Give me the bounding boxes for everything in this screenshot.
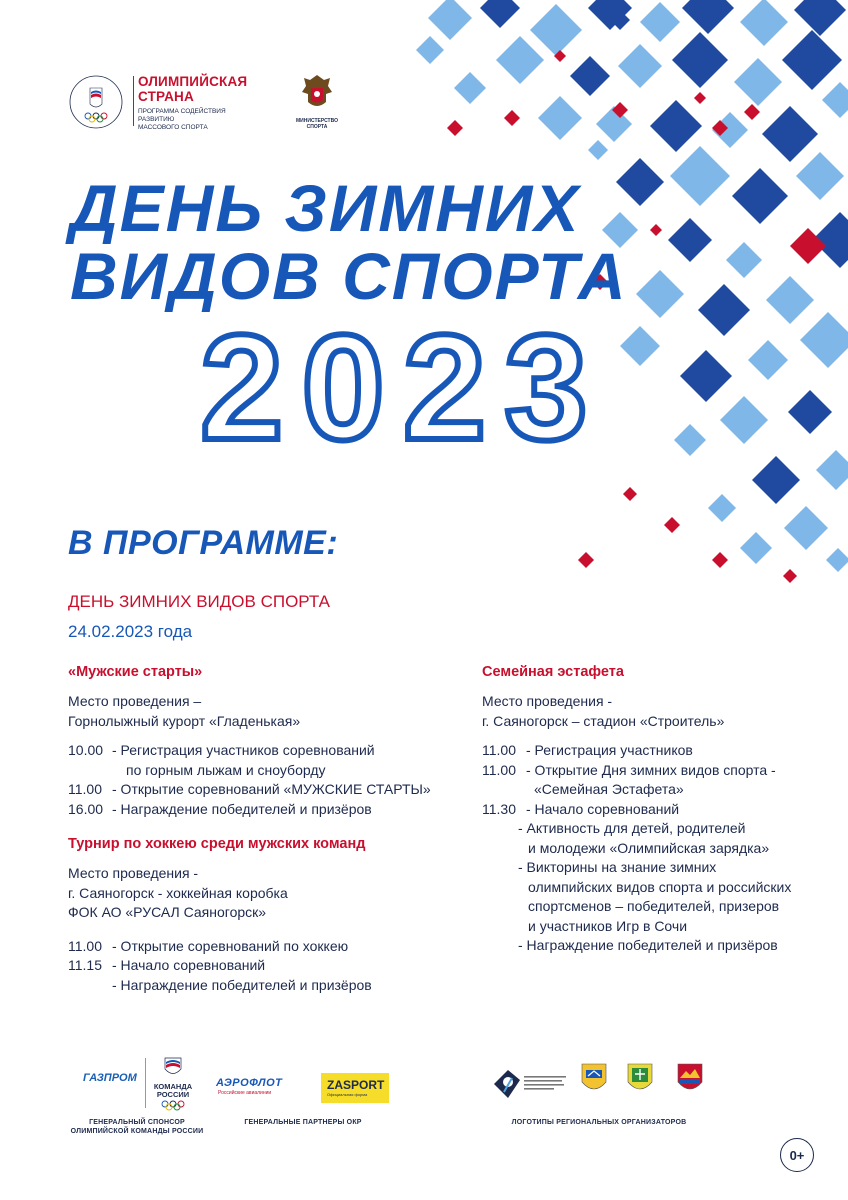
diamond-shape bbox=[664, 517, 680, 533]
diamond-shape bbox=[740, 532, 772, 564]
regional-organizer-logo bbox=[490, 1064, 570, 1104]
diamond-shape bbox=[748, 340, 788, 380]
diamond-shape bbox=[670, 146, 730, 206]
diamond-shape bbox=[578, 552, 594, 568]
schedule-item: спортсменов – победителей, призеров bbox=[528, 898, 780, 914]
schedule-item: 11.00 - Открытие соревнований по хоккею bbox=[68, 937, 349, 954]
schedule-item: 10.00 - Регистрация участников соревнований bbox=[68, 742, 375, 758]
general-partners-caption: ГЕНЕРАЛЬНЫЕ ПАРТНЕРЫ ОКР bbox=[244, 1119, 362, 1126]
ministry-emblem bbox=[296, 72, 338, 114]
diamond-shape bbox=[428, 0, 472, 40]
zasport-logo: ZASPORT Официальная форма bbox=[321, 1073, 389, 1103]
diamond-shape bbox=[698, 284, 750, 336]
family-relay-title: Семейная эстафета bbox=[482, 664, 624, 680]
family-relay-place: Место проведения - г. Саяногорск – стадион «Строитель» bbox=[482, 693, 725, 729]
schedule-item: 11.00 - Регистрация участников bbox=[482, 742, 693, 758]
event-name: ДЕНЬ ЗИМНИХ ВИДОВ СПОРТА bbox=[68, 592, 331, 611]
age-rating-badge: 0+ bbox=[780, 1138, 814, 1172]
diamond-shape bbox=[752, 456, 800, 504]
event-date: 24.02.2023 года bbox=[68, 622, 193, 641]
ministry-label: МИНИСТЕРСТВО СПОРТА bbox=[296, 118, 338, 130]
diamond-shape bbox=[783, 569, 797, 583]
team-russia-emblem bbox=[162, 1056, 184, 1078]
schedule-item: и участников Игр в Сочи bbox=[528, 917, 688, 934]
schedule-item: - Награждение победителей и призёров bbox=[518, 937, 778, 953]
olympic-committee-emblem bbox=[68, 74, 124, 130]
schedule-item: - Награждение победителей и призёров bbox=[112, 976, 372, 993]
schedule-left-column bbox=[68, 663, 448, 995]
diamond-shape bbox=[447, 120, 463, 136]
diamond-shape bbox=[454, 72, 486, 104]
diamond-shape bbox=[766, 276, 814, 324]
diamond-shape bbox=[822, 82, 848, 118]
schedule-item: 11.00 - Открытие Дня зимних видов спорта - bbox=[482, 761, 776, 778]
diamond-shape bbox=[740, 0, 788, 46]
diamond-shape bbox=[504, 110, 520, 126]
diamond-shape bbox=[694, 92, 706, 104]
diamond-shape bbox=[682, 0, 734, 34]
diamond-shape bbox=[496, 36, 544, 84]
schedule-item: 16.00 - Награждение победителей и призёров bbox=[68, 800, 372, 817]
diamond-shape bbox=[732, 168, 788, 224]
diamond-shape bbox=[668, 218, 712, 262]
diamond-shape bbox=[640, 2, 680, 42]
schedule-item: 11.00 - Открытие соревнований «МУЖСКИЕ СТАРТЫ» bbox=[68, 781, 431, 797]
diamond-shape bbox=[708, 494, 736, 522]
aeroflot-logo: АЭРОФЛОТ bbox=[216, 1077, 283, 1089]
diamond-shape bbox=[623, 487, 637, 501]
diamond-shape bbox=[796, 152, 844, 200]
diamond-shape bbox=[744, 104, 760, 120]
diamond-shape bbox=[816, 450, 848, 490]
program-title: ОЛИМПИЙСКАЯ СТРАНА bbox=[138, 74, 248, 104]
general-sponsor-caption: ГЕНЕРАЛЬНЫЙ СПОНСОР ОЛИМПИЙСКОЙ КОМАНДЫ РОССИИ bbox=[70, 1119, 204, 1135]
hockey-place: Место проведения - г. Саяногорск - хоккейная коробка ФОК АО «РУСАЛ Саяногорск» bbox=[68, 865, 288, 920]
diamond-shape bbox=[762, 106, 818, 162]
diamond-shape bbox=[674, 424, 706, 456]
family-relay-schedule bbox=[482, 741, 822, 956]
team-russia-logo: КОМАНДА РОССИИ bbox=[150, 1056, 196, 1117]
diamond-shape bbox=[636, 270, 684, 318]
diamond-shape bbox=[588, 140, 608, 160]
diamond-shape bbox=[800, 312, 848, 368]
schedule-item: 11.15 - Начало соревнований bbox=[68, 957, 266, 973]
men-starts-schedule bbox=[68, 741, 448, 819]
program-subtitle: ПРОГРАММА СОДЕЙСТВИЯ РАЗВИТИЮ МАССОВОГО СПОРТА bbox=[138, 108, 226, 131]
diamond-shape bbox=[782, 30, 842, 90]
regional-organizers-caption: ЛОГОТИПЫ РЕГИОНАЛЬНЫХ ОРГАНИЗАТОРОВ bbox=[511, 1119, 687, 1126]
diamond-shape bbox=[570, 56, 610, 96]
men-starts-place: Место проведения – Горнолыжный курорт «Гладенькая» bbox=[68, 693, 301, 729]
diamond-shape bbox=[826, 548, 848, 572]
schedule-item: 11.30 - Начало соревнований bbox=[482, 800, 680, 817]
diamond-shape bbox=[672, 32, 728, 88]
aeroflot-subtitle: Российские авиалинии bbox=[218, 1090, 272, 1096]
olympic-rings-icon bbox=[158, 1100, 188, 1112]
men-starts-title: «Мужские старты» bbox=[68, 664, 203, 680]
diamond-shape bbox=[680, 350, 732, 402]
program-heading: В ПРОГРАММЕ: bbox=[68, 524, 339, 562]
diamond-shape bbox=[726, 242, 762, 278]
header-divider bbox=[133, 76, 134, 126]
diamond-shape bbox=[734, 58, 782, 106]
schedule-item: олимпийских видов спорта и российских bbox=[528, 878, 792, 895]
diamond-shape bbox=[712, 552, 728, 568]
schedule-item: «Семейная Эстафета» bbox=[534, 781, 684, 797]
schedule-item: и молодежи «Олимпийская зарядка» bbox=[528, 839, 770, 856]
diamond-shape bbox=[788, 390, 832, 434]
diamond-shape bbox=[530, 4, 582, 56]
diamond-shape bbox=[650, 224, 662, 236]
schedule-item: по горным лыжам и сноуборду bbox=[126, 761, 326, 778]
gazprom-logo: ГАЗПРОМ bbox=[83, 1072, 137, 1084]
diamond-shape bbox=[416, 36, 444, 64]
diamond-shape bbox=[720, 396, 768, 444]
schedule-item: - Активность для детей, родителей bbox=[518, 820, 746, 836]
poster-year: 2023 bbox=[200, 303, 606, 471]
sponsor-divider bbox=[145, 1058, 146, 1108]
diamond-shape bbox=[618, 44, 662, 88]
diamond-shape bbox=[650, 100, 702, 152]
diamond-shape bbox=[794, 0, 846, 36]
diamond-shape bbox=[480, 0, 520, 28]
district-coat-of-arms bbox=[626, 1062, 654, 1096]
diamond-shape bbox=[620, 326, 660, 366]
diamond-shape bbox=[538, 96, 582, 140]
hockey-schedule bbox=[68, 937, 448, 996]
schedule-item: - Викторины на знание зимних bbox=[518, 859, 717, 875]
city-coat-of-arms bbox=[580, 1062, 608, 1096]
region-coat-of-arms bbox=[676, 1062, 704, 1096]
poster-title: ДЕНЬ ЗИМНИХ ВИДОВ СПОРТА bbox=[70, 171, 628, 313]
diamond-shape bbox=[588, 0, 632, 30]
diamond-shape bbox=[784, 506, 828, 550]
schedule-right-column bbox=[482, 663, 822, 956]
hockey-title: Турнир по хоккею среди мужских команд bbox=[68, 836, 366, 852]
